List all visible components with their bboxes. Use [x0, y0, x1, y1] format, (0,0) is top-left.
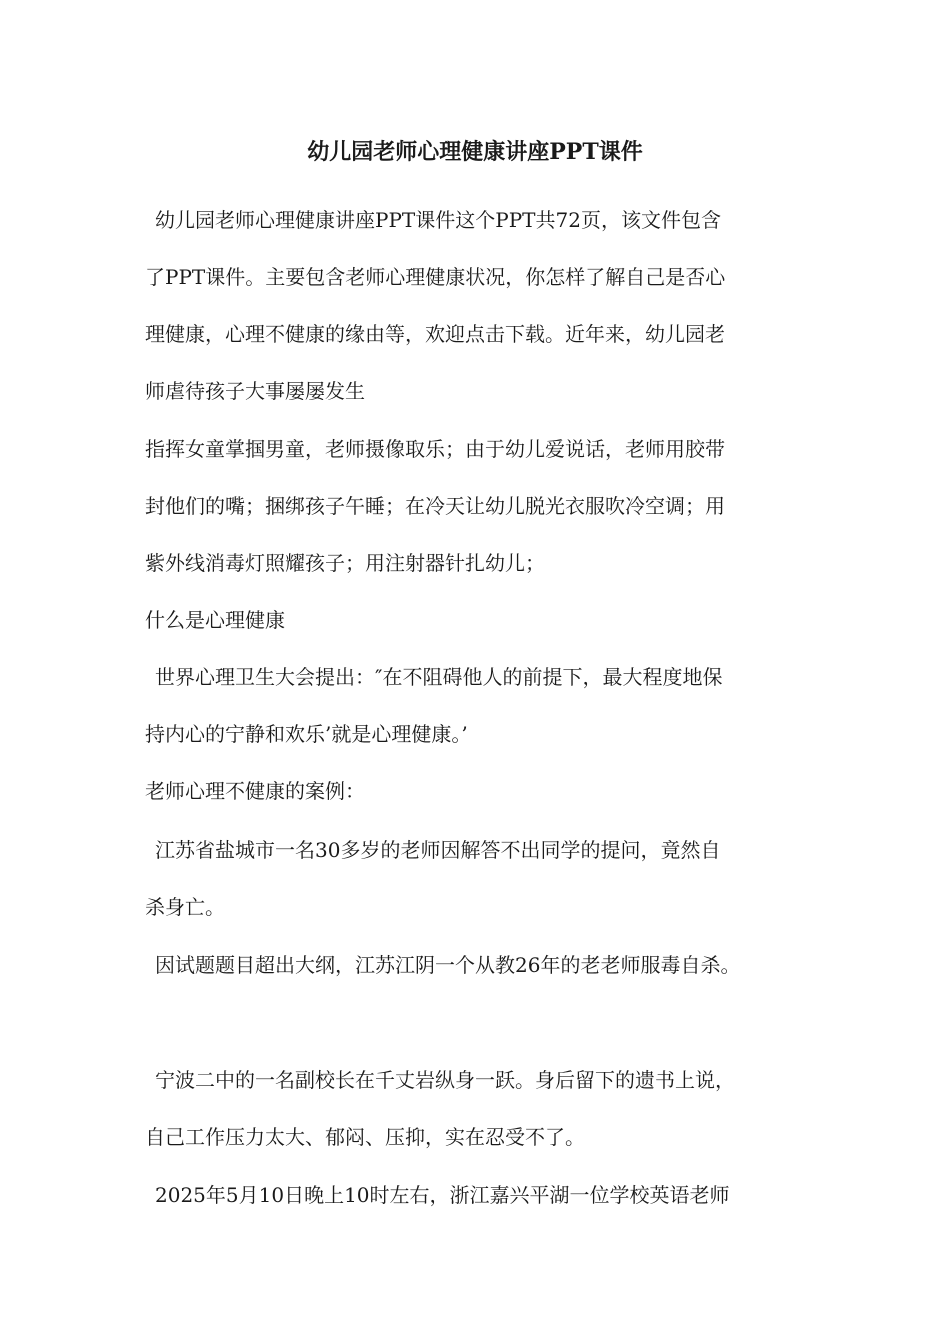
paragraph-line: 江苏省盐城市一名30多岁的老师因解答不出同学的提问，竟然自: [155, 838, 721, 862]
section-heading: 老师心理不健康的案例：: [145, 779, 365, 803]
paragraph-line: 宁波二中的一名副校长在千丈岩纵身一跃。身后留下的遗书上说，: [155, 1068, 735, 1092]
paragraph-line: 幼儿园老师心理健康讲座PPT课件这个PPT共72页，该文件包含: [155, 208, 721, 232]
paragraph-line: 理健康，心理不健康的缘由等，欢迎点击下载。近年来，幼儿园老: [145, 322, 725, 346]
paragraph-line: 自己工作压力太大、郁闷、压抑，实在忍受不了。: [145, 1125, 585, 1149]
paragraph-line: 紫外线消毒灯照耀孩子；用注射器针扎幼儿；: [145, 551, 545, 575]
paragraph-line: 封他们的嘴；捆绑孩子午睡；在冷天让幼儿脱光衣服吹冷空调；用: [145, 494, 725, 518]
paragraph-line: 2025年5月10日晚上10时左右，浙江嘉兴平湖一位学校英语老师: [155, 1183, 730, 1207]
paragraph-line: 因试题题目超出大纲，江苏江阴一个从教26年的老老师服毒自杀。: [155, 953, 741, 977]
paragraph-line: 师虐待孩子大事屡屡发生: [145, 379, 365, 403]
paragraph-line: 了PPT课件。主要包含老师心理健康状况，你怎样了解自己是否心: [145, 265, 726, 289]
section-heading: 什么是心理健康: [145, 608, 285, 632]
document-title: 幼儿园老师心理健康讲座PPT课件: [307, 139, 643, 165]
paragraph-line: 杀身亡。: [145, 895, 225, 919]
paragraph-line: 持内心的宁静和欢乐’就是心理健康。’: [145, 722, 468, 746]
paragraph-line: 世界心理卫生大会提出：″在不阻碍他人的前提下，最大程度地保: [155, 665, 723, 689]
paragraph-line: 指挥女童掌掴男童，老师摄像取乐；由于幼儿爱说话，老师用胶带: [145, 437, 725, 461]
